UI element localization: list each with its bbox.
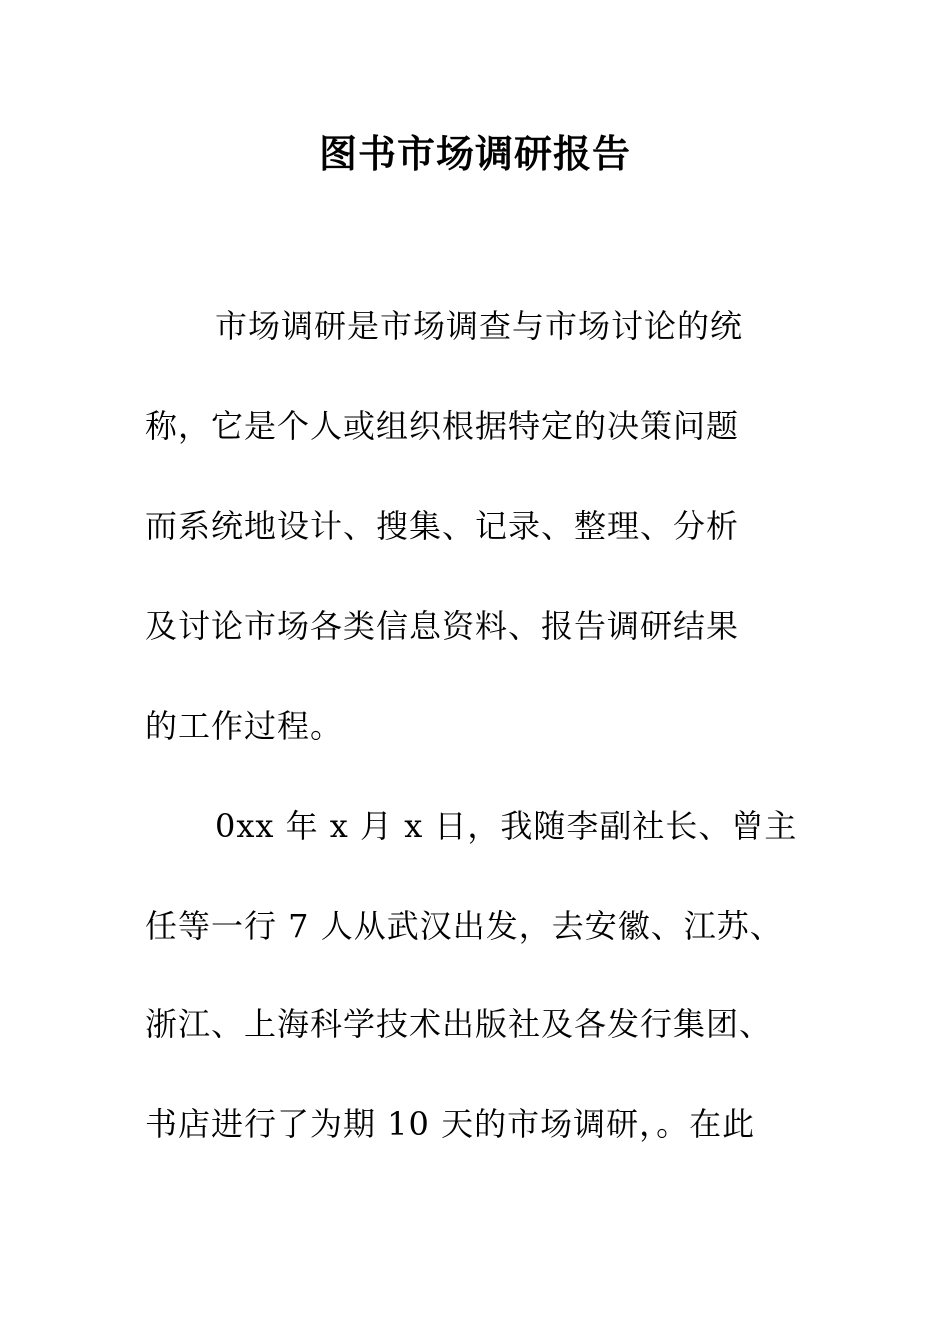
paragraph-1-line-4: 及讨论市场各类信息资料、报告调研结果 <box>145 607 740 645</box>
document-title: 图书市场调研报告 <box>318 132 631 176</box>
paragraph-1-line-3: 而系统地设计、搜集、记录、整理、分析 <box>145 507 740 545</box>
paragraph-1-line-1: 市场调研是市场调查与市场讨论的统 <box>215 307 744 345</box>
paragraph-1-line-5: 的工作过程。 <box>145 707 344 745</box>
paragraph-2-line-2: 任等一行 7 人从武汉出发，去安徽、江苏、 <box>145 907 783 945</box>
paragraph-1-line-2: 称，它是个人或组织根据特定的决策问题 <box>145 407 740 445</box>
paragraph-2-line-4: 书店进行了为期 10 天的市场调研，。在此 <box>145 1105 756 1143</box>
paragraph-2-line-3: 浙江、上海科学技术出版社及各发行集团、 <box>145 1005 773 1043</box>
paragraph-2-line-1: 0xx 年 x 月 x 日，我随李副社长、曾主 <box>215 807 798 845</box>
